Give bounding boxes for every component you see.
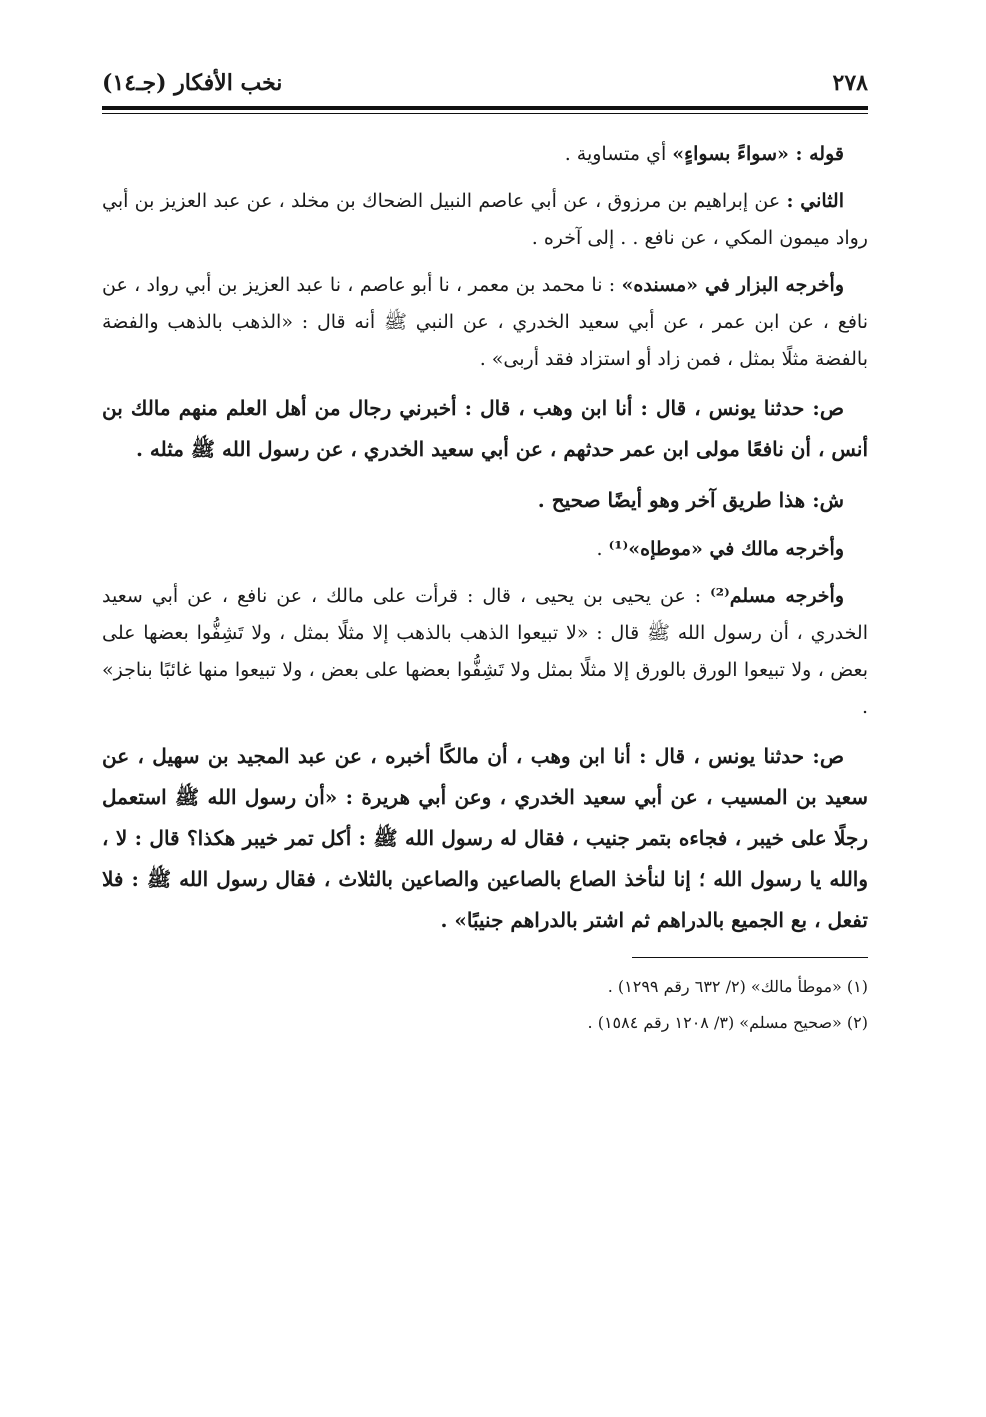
paragraph-lead: الثاني : bbox=[786, 190, 845, 212]
page-header bbox=[102, 60, 868, 106]
hadith-chain-paragraph bbox=[102, 388, 868, 470]
paragraph bbox=[102, 267, 868, 378]
paragraph-text: أي متساوية . bbox=[564, 143, 673, 165]
paragraph-text: عن إبراهيم بن مرزوق ، عن أبي عاصم النبيل الضحاك بن مخلد ، عن عبد العزيز بن أبي رواد ميمون المكي ، عن نافع . . إلى آخره . bbox=[102, 190, 868, 249]
paragraph-text: : نا محمد بن معمر ، نا أبو عاصم ، نا عبد العزيز بن أبي رواد ، عن نافع ، عن ابن عمر ، عن أبي سعيد الخدري ، عن النبي ﷺ أنه قال : «الذهب بالذهب والفضة بالفضة مثلًا بمثل ، فمن زاد أو استزاد فقد أربى» . bbox=[102, 274, 868, 370]
paragraph bbox=[102, 136, 868, 173]
paragraph-text: ش: هذا طريق آخر وهو أيضًا صحيح . bbox=[537, 488, 844, 512]
book-page bbox=[102, 60, 868, 1044]
paragraph-text: . bbox=[596, 538, 609, 560]
paragraph-lead: قوله : «سواءً بسواءٍ» bbox=[672, 143, 844, 165]
commentary-paragraph bbox=[102, 480, 868, 521]
paragraph bbox=[102, 578, 868, 726]
header-rule-thick bbox=[102, 106, 868, 110]
page-number: ٢٧٨ bbox=[832, 70, 868, 96]
paragraph-lead: وأخرجه مسلم⁽²⁾ bbox=[710, 585, 845, 607]
hadith-chain-paragraph bbox=[102, 736, 868, 941]
footnote: (١) «موطأ مالك» (٢/ ٦٣٢ رقم ١٢٩٩) . bbox=[607, 977, 868, 996]
paragraph-text: ص: حدثنا يونس ، قال : أنا ابن وهب ، قال : أخبرني رجال من أهل العلم منهم مالك بن أنس ، أن نافعًا مولى ابن عمر حدثهم ، عن أبي سعيد الخدري ، عن رسول الله ﷺ مثله . bbox=[102, 396, 868, 461]
footnote-separator bbox=[632, 957, 868, 958]
paragraph-lead: وأخرجه مالك في «موطإه»⁽¹⁾ bbox=[608, 538, 844, 560]
page-body bbox=[102, 136, 868, 941]
paragraph-text: ص: حدثنا يونس ، قال : أنا ابن وهب ، أن مالكًا أخبره ، عن عبد المجيد بن سهيل ، عن سعيد بن المسيب ، عن أبي سعيد الخدري ، وعن أبي هريرة : «أن رسول الله ﷺ استعمل رجلًا على خيبر ، فجاءه بتمر جنيب ، فقال له رسول الله ﷺ : أكل تمر خيبر هكذا؟ قال : لا ، والله يا رسول الله ؛ إنا لنأخذ الصاع بالصاعين والصاعين بالثلاث ، فقال رسول الله ﷺ : فلا تفعل ، بع الجميع بالدراهم ثم اشتر بالدراهم جنيبًا» . bbox=[102, 744, 868, 932]
paragraph-text: : عن يحيى بن يحيى ، قال : قرأت على مالك ، عن نافع ، عن أبي سعيد الخدري ، أن رسول الله ﷺ قال : «لا تبيعوا الذهب بالذهب إلا مثلًا بمثل ، ولا تَشِفُّوا بعضها على بعض ، ولا تبيعوا الورق بالورق إلا مثلًا بمثل ولا تَشِفُّوا بعضها على بعض ، ولا تبيعوا منها غائبًا بناجز» . bbox=[102, 585, 868, 718]
paragraph bbox=[102, 183, 868, 257]
paragraph bbox=[102, 531, 868, 568]
paragraph-lead: وأخرجه البزار في «مسنده» bbox=[621, 274, 844, 296]
header-rule-thin bbox=[102, 113, 868, 114]
footnotes bbox=[102, 972, 868, 1038]
running-title: نخب الأفكار (جـ١٤) bbox=[102, 70, 283, 96]
footnote: (٢) «صحيح مسلم» (٣/ ١٢٠٨ رقم ١٥٨٤) . bbox=[587, 1013, 868, 1032]
